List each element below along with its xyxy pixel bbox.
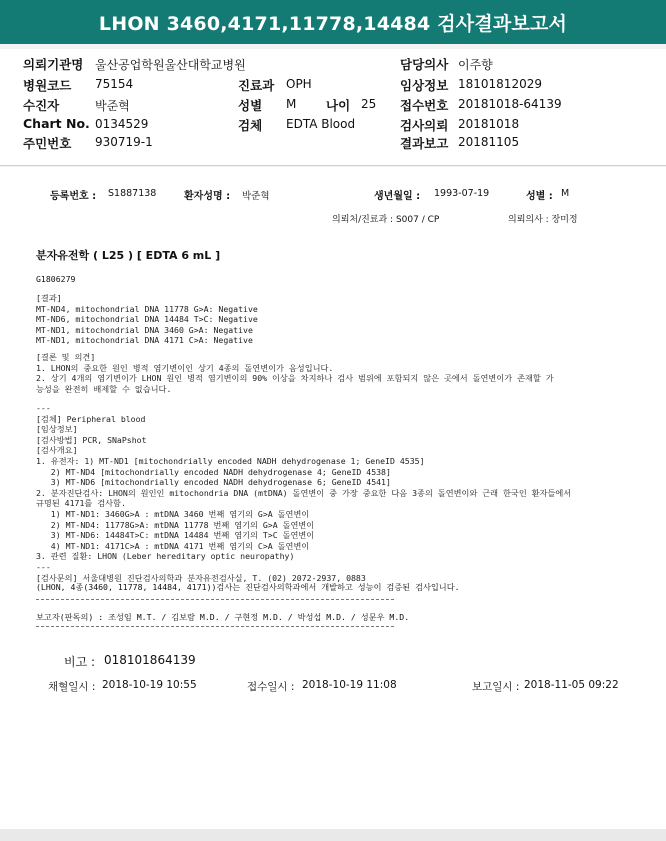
doc-sex-value: M: [561, 188, 570, 199]
doc-sex-label: 성별 :: [526, 191, 553, 202]
hospital-code-label: 병원코드: [23, 78, 72, 93]
doctor-label: 담당의사: [400, 57, 449, 72]
specimen-label: 검체: [238, 118, 263, 133]
reception-no-label: 접수번호: [400, 98, 449, 113]
registration-label: 등록번호 :: [50, 191, 97, 202]
scanned-report-document: [0, 167, 666, 829]
request-date-value: 20181018: [458, 117, 520, 131]
request-date-label: 검사의뢰: [400, 118, 449, 133]
patient-info-panel: [0, 49, 666, 166]
collection-time-value: 2018-10-19 10:55: [102, 679, 197, 691]
results-block: [결과] MT-ND4, mitochondrial DNA 11778 G>A: Negative MT-ND6, mitochondrial DNA 14484 T>C: Negative MT-ND1, mitochondrial DNA 3460 G>A: Negative MT-ND1, mitochondrial DNA 4171 C>A: Negative: [36, 293, 258, 346]
patient-name-value: 박준혁: [242, 191, 270, 202]
birthdate-value: 1993-07-19: [434, 188, 490, 199]
referring-doctor: 의뢰의사 : 장미정: [508, 215, 578, 225]
reception-no-value: 20181018-64139: [458, 97, 562, 111]
chart-no-value: 0134529: [95, 117, 149, 131]
registration-value: S1887138: [108, 188, 157, 199]
section-title: 분자유전학 ( L25 ) [ EDTA 6 mL ]: [36, 249, 221, 262]
specimen-value: EDTA Blood: [286, 117, 356, 131]
divider-line: [36, 626, 394, 627]
resident-id-value: 930719-1: [95, 135, 153, 149]
chart-no-label: Chart No.: [23, 116, 90, 131]
clinical-info-label: 임상정보: [400, 78, 449, 93]
report-time-value: 2018-11-05 09:22: [524, 679, 619, 691]
report-title: LHON 3460,4171,11778,14484 검사결과보고서: [98, 12, 568, 35]
divider-line: [36, 599, 394, 600]
report-date-value: 20181105: [458, 135, 520, 149]
department-value: OPH: [286, 77, 312, 91]
resident-id-label: 주민번호: [23, 136, 72, 151]
report-date-label: 결과보고: [400, 136, 449, 151]
page-bottom-bar: [0, 829, 666, 841]
hospital-label: 의뢰기관명: [23, 57, 84, 72]
reception-time-label: 접수일시 :: [247, 681, 295, 693]
sex-label: 성별: [238, 98, 263, 113]
sex-value: M: [286, 97, 297, 111]
remarks-label: 비고 :: [64, 655, 96, 669]
department-label: 진료과: [238, 78, 275, 93]
conclusion-block: [결론 및 의견] 1. LHON의 중요한 원인 병적 염기변이인 상기 4종의 돌연변이가 음성입니다. 2. 상기 4개의 염기변이가 LHON 원인 병적 염기변이의 90% 이상을 차지하나 검사 범위에 포함되지 않은 곳에서 돌연변이가 존재할 가 능성을 완전히 배제할 수 없습니다.: [36, 352, 554, 394]
hospital-value: 울산공업학원울산대학교병원: [95, 58, 246, 72]
test-details-block: --- [검체] Peripheral blood [임상정보] [검사방법] PCR, SNaPshot [검사개요] 1. 유전자: 1) MT-ND1 [mitochondrially encoded NADH dehydrogenase 1; GeneID 4535] 2) MT-ND4 [mitochondrially encoded NADH dehydrogenase 4; GeneID 4538] 3) MT-ND6 [mitochondrially encoded NADH dehydrogenase 6; GeneID 4541] 2. 분자진단검사: LHON의 원인인 mitochondria DNA (mtDNA) 돌연변이 중 가장 중요한 다음 3종의 돌연변이와 근래 한국인 환자들에서 규명된 4171를 검사함. 1) MT-ND1: 3460G>A : mtDNA 3460 번째 염기의 G>A 돌연변이 2) MT-ND4: 11778G>A: mtDNA 11778 번째 염기의 G>A 돌연변이 3) MT-ND6: 14484T>C: mtDNA 14484 번째 염기의 T>C 돌연변이 4) MT-ND1: 4171C>A : mtDNA 4171 번째 염기의 C>A 돌연변이 3. 관련 질환: LHON (Leber hereditary optic neuropathy) --- [검사문의] 서울대병원 진단검사의학과 분자유전검사실, T. (02) 2072-2937, 0883: [36, 403, 572, 583]
reporters-line: 보고자(판독의) : 조성임 M.T. / 김보람 M.D. / 구현정 M.D. / 박성섭 M.D. / 성문우 M.D.: [36, 612, 410, 622]
report-time-label: 보고일시 :: [472, 681, 520, 693]
reception-time-value: 2018-10-19 11:08: [302, 679, 397, 691]
referring-department: 의뢰처/진료과 : S007 / CP: [332, 215, 440, 225]
patient-value: 박준혁: [95, 99, 130, 113]
birthdate-label: 생년월일 :: [374, 191, 421, 202]
clinical-info-value: 18101812029: [458, 77, 542, 91]
collection-time-label: 채혈일시 :: [48, 681, 96, 693]
report-title-bar: [0, 0, 666, 44]
remarks-value: 018101864139: [104, 653, 196, 667]
sample-id: G1806279: [36, 274, 76, 284]
development-note: (LHON, 4종(3460, 11778, 14484, 4171))검사는 진단검사의학과에서 개발하고 성능이 검증된 검사입니다.: [36, 582, 460, 592]
age-label: 나이: [326, 98, 351, 113]
hospital-code-value: 75154: [95, 77, 134, 91]
patient-name-label: 환자성명 :: [184, 191, 231, 202]
patient-label: 수진자: [23, 98, 60, 113]
age-value: 25: [361, 97, 377, 111]
doctor-value: 이주향: [458, 58, 493, 72]
